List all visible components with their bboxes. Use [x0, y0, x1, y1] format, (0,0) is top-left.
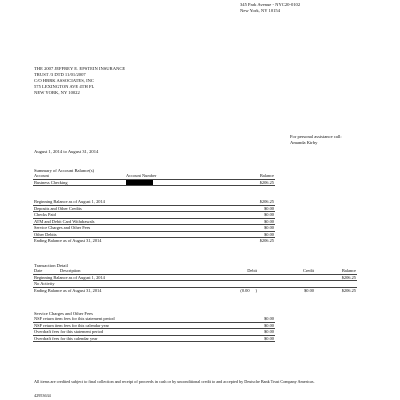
- account-number-redacted: [125, 179, 207, 186]
- balance-label: Checks Paid: [33, 212, 231, 219]
- recipient-address: [34, 66, 125, 96]
- balance-label: Beginning Balance as of August 1, 2014: [33, 199, 231, 205]
- summary-row: [33, 179, 275, 186]
- no-activity-label: No Activity: [33, 281, 211, 288]
- assistance-label: For personal assistance call:: [290, 134, 342, 139]
- summary-account-name: Business Checking: [33, 179, 125, 186]
- balance-value: $0.00: [231, 225, 275, 232]
- header-date: Date: [33, 268, 59, 274]
- footer-note: All items are credited subject to final collection and receipt of proceeds in cash or by unconditional credit to and accepted by Deutsche Bank Trust Company Americas.: [34, 379, 315, 384]
- fee-label: Overdraft fees for this statement period: [33, 329, 245, 336]
- summary-title: Summary of Account Balance(s): [34, 168, 95, 173]
- balance-label: Other Debits: [33, 231, 231, 238]
- recipient-line: TRUST /3 DTD 11/01/2007: [34, 71, 86, 77]
- transaction-ending-label: Ending Balance as of August 31, 2014: [34, 287, 102, 293]
- recipient-line: 575 LEXINGTON AVE 4TH FL: [34, 83, 95, 89]
- debit-close-paren: ): [255, 287, 257, 293]
- assistance-name: Amanda Kirby: [290, 139, 318, 145]
- transaction-ending-balance: $206.25: [341, 287, 356, 293]
- fee-label: NSF return item fees for this statement period: [33, 316, 245, 322]
- fee-row: [33, 335, 275, 342]
- summary-header-account: Account: [33, 173, 125, 179]
- fee-value: $0.00: [245, 316, 275, 322]
- balance-value: $0.00: [231, 205, 275, 212]
- fee-label: Overdraft fees for this calendar year: [33, 335, 245, 342]
- balance-value: $206.25: [259, 238, 274, 243]
- fee-value: $0.00: [245, 322, 275, 329]
- balance-value: $206.25: [231, 199, 275, 205]
- balance-label: Ending Balance as of August 31, 2014: [34, 238, 102, 243]
- balance-row: [33, 238, 275, 244]
- balance-value: $0.00: [231, 212, 275, 219]
- fees-table: [33, 316, 275, 342]
- header-credit: Credit: [258, 268, 315, 274]
- header-description: Description: [59, 268, 211, 274]
- fee-value: $0.00: [245, 335, 275, 342]
- transaction-beginning-balance: $206.25: [315, 274, 357, 281]
- summary-table: [33, 173, 275, 186]
- balance-table: [33, 199, 275, 244]
- balance-label: ATM and Debit Card Withdrawals: [33, 218, 231, 225]
- header-balance: Balance: [315, 268, 357, 274]
- recipient-line: C/O HBRK ASSOCIATES, INC: [34, 77, 94, 83]
- balance-label: Deposits and Other Credits: [33, 205, 231, 212]
- fees-title: Service Charges and Other Fees: [34, 311, 93, 316]
- recipient-line: THE 2007 JEFFREY E. EPSTEIN INSURANCE: [34, 66, 126, 71]
- summary-header-balance: Balance: [207, 173, 275, 179]
- summary-header-number: Account Number: [125, 173, 207, 179]
- summary-balance: $206.25: [207, 179, 275, 186]
- balance-label: Service Charges and Other Fees: [33, 225, 231, 232]
- bank-address: [240, 2, 300, 13]
- debit-amount: (0.00: [240, 287, 250, 293]
- statement-period: August 1, 2014 to August 31, 2014: [34, 149, 99, 154]
- recipient-line: NEW YORK, NY 10022: [34, 89, 80, 95]
- transactions-table: [33, 268, 357, 293]
- transaction-ending-debit: [211, 287, 258, 293]
- transactions-title: Transaction Detail: [34, 263, 68, 268]
- bank-address-line: New York, NY 10154: [240, 7, 281, 13]
- transaction-row: [33, 287, 357, 293]
- header-debit: Debit: [211, 268, 258, 274]
- document-id: 42953634: [34, 393, 51, 398]
- redaction-bar: [126, 180, 153, 185]
- transaction-beginning-label: Beginning Balance as of August 1, 2014: [33, 274, 211, 281]
- assistance-contact: [290, 134, 342, 145]
- transaction-ending-credit: $0.00: [304, 287, 314, 293]
- bank-address-line: 345 Park Avenue - NYC20-0102: [240, 2, 301, 7]
- balance-value: $0.00: [231, 218, 275, 225]
- fee-value: $0.00: [245, 329, 275, 336]
- fee-label: NSF return item fees for this calendar year: [33, 322, 245, 329]
- balance-value: $0.00: [231, 231, 275, 238]
